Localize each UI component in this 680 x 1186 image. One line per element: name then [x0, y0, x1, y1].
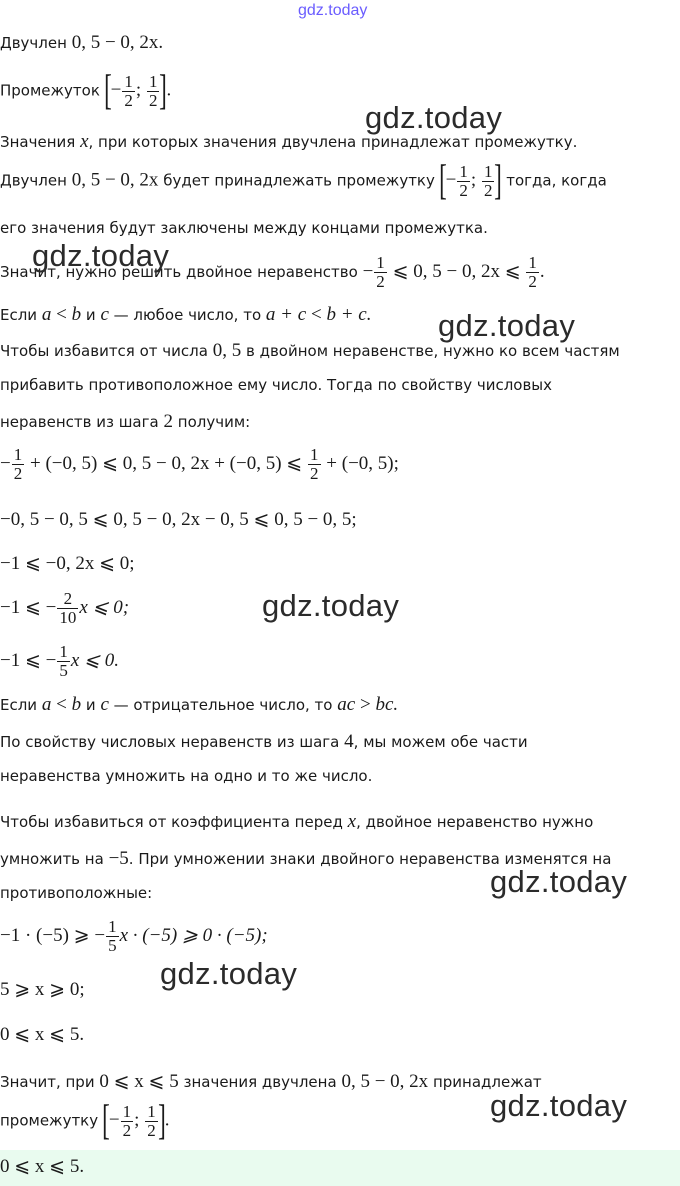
- math-semi: ;: [470, 169, 477, 191]
- equation-7: [0, 978, 85, 1001]
- math-bc: bc.: [375, 694, 399, 715]
- fraction: $\frac{1}{2}$: [310, 445, 319, 483]
- math-lt: <: [56, 304, 67, 325]
- text: противоположные:: [0, 884, 153, 902]
- fraction: $\frac{1}{2}$: [459, 161, 468, 200]
- line-conclusion: [0, 1070, 542, 1093]
- text: умножить на: [0, 850, 104, 868]
- math-minus: −: [0, 452, 11, 474]
- math-expr: + (−0, 5) ⩽ 0, 5 − 0, 2x + (−0, 5) ⩽: [30, 452, 303, 474]
- equation-1: [0, 446, 399, 483]
- equation-6: [0, 918, 268, 955]
- math-minus: −: [362, 260, 374, 282]
- watermark: gdz.today: [262, 588, 400, 623]
- line-between: [0, 219, 488, 237]
- text: тогда, когда: [506, 171, 607, 190]
- math-b: b: [71, 304, 82, 325]
- line-interval: [0, 70, 171, 112]
- text: Двучлен: [0, 34, 67, 52]
- math-dot: .: [166, 79, 172, 101]
- text: Промежуток: [0, 81, 100, 100]
- math-expr: −1 · (−5) ⩾ −: [0, 924, 106, 946]
- math-range: 0 ⩽ x ⩽ 5: [99, 1071, 179, 1092]
- math-c: c: [100, 694, 109, 715]
- math-step: 4: [344, 731, 354, 752]
- equation-5: [0, 643, 119, 680]
- math-expr: + (−0, 5);: [326, 452, 399, 474]
- math-expr: −1 ⩽ −0, 2x ⩽ 0;: [0, 553, 135, 574]
- text: По свойству числовых неравенств из шага: [0, 733, 340, 751]
- fraction: $\frac{1}{5}$: [108, 917, 117, 955]
- line-belongs: [0, 160, 607, 202]
- bracket-right: ]: [157, 1098, 166, 1144]
- watermark: gdz.today: [160, 956, 298, 991]
- bracket-left: [: [102, 1098, 110, 1144]
- math-minus: −: [445, 169, 457, 191]
- fraction: $\frac{1}{2}$: [122, 1101, 132, 1140]
- math-ineq: ⩽ 0, 5 − 0, 2x ⩽: [392, 260, 521, 282]
- text: неравенств из шага: [0, 413, 159, 431]
- watermark: gdz.today: [32, 238, 170, 273]
- math-minus: −: [108, 1109, 120, 1131]
- text: и: [85, 306, 96, 324]
- math-c: c: [100, 304, 109, 325]
- line-property-add: [0, 304, 371, 326]
- line-binom: [0, 32, 163, 54]
- answer-box: [0, 1150, 680, 1186]
- math-lt: <: [56, 694, 67, 715]
- math-binom: 0, 5 − 0, 2x: [71, 32, 159, 53]
- text: Значит, при: [0, 1073, 95, 1091]
- fraction: $\frac{1}{2}$: [528, 253, 537, 291]
- equation-3: [0, 552, 135, 575]
- math-a: a: [41, 304, 52, 325]
- line-step4: [0, 731, 528, 753]
- math-semi: ;: [135, 79, 142, 101]
- math-minus: −: [110, 79, 122, 101]
- bracket-right: ]: [494, 158, 503, 204]
- math-expr: x ⩽ 0.: [70, 649, 119, 671]
- math-x: x: [347, 811, 357, 832]
- math-expr: x ⩽ 0;: [79, 596, 130, 618]
- text: промежутку: [0, 1111, 99, 1130]
- text: значения двучлена: [183, 1073, 337, 1091]
- math-dot: .: [539, 260, 545, 282]
- text: Двучлен: [0, 171, 67, 190]
- fraction: $\frac{1}{2}$: [147, 1101, 156, 1140]
- text: Чтобы избавиться от коэффициента перед: [0, 813, 343, 831]
- math-bpc: b + c.: [326, 304, 372, 325]
- header-watermark: gdz.today: [298, 2, 368, 19]
- math-expr: x · (−5) ⩾ 0 · (−5);: [119, 924, 268, 946]
- math-dot: .: [164, 1109, 170, 1131]
- bracket-right: ]: [159, 68, 168, 114]
- text: , мы можем обе части: [353, 733, 528, 751]
- line-step2: [0, 411, 250, 433]
- text: , двойное неравенство нужно: [356, 813, 594, 831]
- text: неравенства умножить на одно и то же число.: [0, 767, 373, 785]
- answer-text: 0 ⩽ x ⩽ 5.: [0, 1156, 85, 1177]
- text: Значения: [0, 133, 76, 151]
- text: Если: [0, 306, 38, 324]
- equation-4: [0, 590, 129, 627]
- text: будет принадлежать промежутку: [163, 171, 435, 190]
- bracket-left: [: [103, 68, 112, 114]
- line-property-mult: [0, 694, 398, 716]
- math-minus5: −5: [108, 848, 129, 869]
- watermark: gdz.today: [490, 1088, 628, 1123]
- line-interval-final: [0, 1100, 169, 1142]
- fraction: $\frac{1}{2}$: [376, 253, 385, 291]
- text: принадлежат: [432, 1073, 542, 1091]
- text: в двойном неравенстве, нужно ко всем частям: [245, 342, 620, 360]
- math-apc: a + c: [265, 304, 307, 325]
- fraction: $\frac{1}{5}$: [59, 642, 68, 680]
- text: Чтобы избавится от числа: [0, 342, 208, 360]
- math-expr: 0 ⩽ x ⩽ 5.: [0, 1024, 85, 1045]
- math-binom: 0, 5 − 0, 2x: [341, 1071, 429, 1092]
- fraction: $\frac{1}{2}$: [483, 161, 493, 200]
- text: — отрицательное число, то: [113, 696, 333, 714]
- text: и: [85, 696, 96, 714]
- math-binom: 0, 5 − 0, 2x: [71, 169, 159, 191]
- text: прибавить противоположное ему число. Тогда по свойству числовых: [0, 376, 553, 394]
- text: его значения будут заключены между концами промежутка.: [0, 219, 488, 237]
- text: получим:: [177, 413, 251, 431]
- fraction: $\frac{1}{2}$: [13, 445, 23, 483]
- math-expr: −1 ⩽ −: [0, 596, 57, 618]
- math-x: x: [80, 131, 89, 152]
- math-lt: <: [310, 304, 322, 325]
- watermark: gdz.today: [365, 100, 503, 135]
- math-expr: 5 ⩾ x ⩾ 0;: [0, 979, 85, 1000]
- fraction: $\frac{1}{2}$: [124, 71, 133, 110]
- math-dot: .: [158, 32, 164, 53]
- math-step: 2: [163, 411, 173, 432]
- equation-2: [0, 508, 357, 531]
- math-a: a: [41, 694, 52, 715]
- watermark: gdz.today: [438, 308, 576, 343]
- math-ac: ac: [337, 694, 356, 715]
- line-add-opposite: [0, 376, 552, 394]
- fraction: $\frac{2}{10}$: [59, 589, 77, 627]
- math-num: 0, 5: [212, 340, 242, 361]
- line-coef: [0, 811, 593, 833]
- math-expr: −0, 5 − 0, 5 ⩽ 0, 5 − 0, 2x − 0, 5 ⩽ 0, 5 − 0, 5;: [0, 509, 357, 530]
- fraction: $\frac{1}{2}$: [148, 71, 158, 110]
- math-expr: −1 ⩽ −: [0, 649, 57, 671]
- line-opposite: [0, 884, 152, 902]
- math-semi: ;: [134, 1109, 140, 1131]
- text: Значит, нужно решить двойное неравенство: [0, 262, 358, 281]
- math-gt: >: [359, 694, 371, 715]
- text: Если: [0, 696, 38, 714]
- math-b: b: [71, 694, 82, 715]
- equation-8: [0, 1023, 84, 1046]
- text: — любое число, то: [113, 306, 262, 324]
- bracket-left: [: [438, 158, 447, 204]
- watermark: gdz.today: [490, 864, 628, 899]
- text: . При умножении знаки двойного неравенства изменятся на: [128, 850, 612, 868]
- text: , при которых значения двучлена принадлежат промежутку.: [88, 133, 578, 151]
- line-multiply-same: [0, 767, 372, 785]
